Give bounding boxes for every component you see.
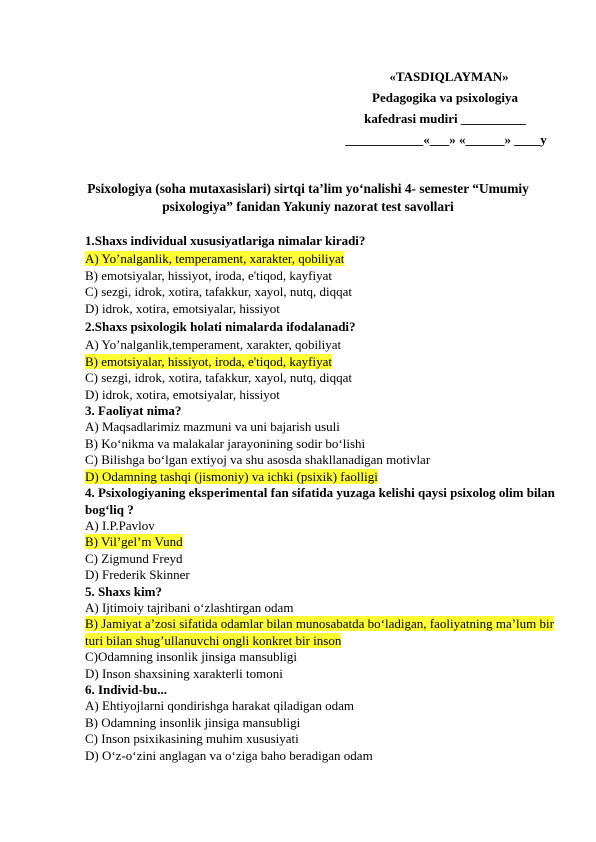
date-line: ____________«___» «______» ____y bbox=[345, 132, 547, 147]
q4-option-a: A) I.P.Pavlov bbox=[85, 517, 155, 533]
q5-option-b bbox=[85, 616, 555, 649]
department-line-2: kafedrasi mudiri __________ bbox=[364, 111, 526, 126]
q6-option-a: A) Ehtiyojlarni qondirishga harakat qiladigan odam bbox=[85, 698, 354, 714]
q6-option-b: B) Odamning insonlik jinsiga mansubligi bbox=[85, 714, 301, 730]
question-2: 2.Shaxs psixologik holati nimalarda ifodalanadi? bbox=[85, 319, 356, 335]
question-4: 4. Psixologiyaning eksperimental fan sifatida yuzaga kelishi qaysi psixolog olim bilan bog‘liq ? bbox=[85, 485, 555, 517]
q2-option-a: A) Yo’nalganlik,temperament, xarakter, qobiliyat bbox=[85, 337, 342, 353]
q5-option-a: A) Ijtimoiy tajribani o‘zlashtirgan odam bbox=[85, 599, 294, 615]
q5-option-d: D) Inson shaxsining xarakterli tomoni bbox=[85, 665, 283, 681]
q3-option-d bbox=[85, 469, 555, 485]
correct-answer-highlight: B) Vil’gel’m Vund bbox=[85, 534, 183, 550]
correct-answer-highlight: B) emotsiyalar, hissiyot, iroda, e'tiqod, kayfiyat bbox=[85, 353, 332, 369]
q2-option-d: D) idrok, xotira, emotsiyalar, hissiyot bbox=[85, 386, 280, 402]
q2-option-c: C) sezgi, idrok, xotira, tafakkur, xayol, nutq, diqqat bbox=[85, 370, 353, 386]
q6-option-c: C) Inson psixikasining muhim xususiyati bbox=[85, 731, 299, 747]
q1-option-a bbox=[85, 251, 555, 267]
question-3: 3. Faoliyat nima? bbox=[85, 403, 182, 419]
q4-option-d: D) Frederik Skinner bbox=[85, 567, 190, 583]
q3-option-b: B) Ko‘nikma va malakalar jarayonining sodir bo‘lishi bbox=[85, 435, 366, 451]
approval-heading: «TASDIQLAYMAN» bbox=[389, 69, 509, 84]
q5-option-c: C)Odamning insonlik jinsiga mansubligi bbox=[85, 649, 297, 665]
q1-option-c: C) sezgi, idrok, xotira, tafakkur, xayol, nutq, diqqat bbox=[85, 284, 353, 300]
correct-answer-highlight: A) Yo’nalganlik, temperament, xarakter, qobiliyat bbox=[85, 251, 345, 267]
q3-option-c: C) Bilishga bo‘lgan extiyoj va shu asosda shakllanadigan motivlar bbox=[85, 452, 431, 468]
q6-option-d: D) O‘z-o‘zini anglagan va o‘ziga baho beradigan odam bbox=[85, 747, 373, 763]
q4-option-b bbox=[85, 534, 555, 550]
question-list bbox=[85, 231, 555, 764]
q1-option-b: B) emotsiyalar, hissiyot, iroda, e'tiqod, kayfiyat bbox=[85, 267, 332, 283]
department-line-1: Pedagogika va psixologiya bbox=[372, 90, 518, 105]
q2-option-b bbox=[85, 354, 555, 370]
q4-option-c: C) Zigmund Freyd bbox=[85, 550, 183, 566]
correct-answer-highlight: D) Odamning tashqi (jismoniy) va ichki (psixik) faolligi bbox=[85, 468, 378, 484]
question-6: 6. Individ-bu... bbox=[85, 681, 168, 697]
q3-option-a: A) Maqsadlarimiz mazmuni va uni bajarish usuli bbox=[85, 419, 340, 435]
correct-answer-highlight: B) Jamiyat a’zosi sifatida odamlar bilan munosabatda bo‘ladigan, faoliyatning ma’lum bir turi bilan shug’ullanuvchi ongli konkret bir inson bbox=[85, 616, 554, 648]
question-1: 1.Shaxs individual xususiyatlariga nimalar kiradi? bbox=[85, 233, 366, 248]
q1-option-d: D) idrok, xotira, emotsiyalar, hissiyot bbox=[85, 300, 280, 316]
question-5: 5. Shaxs kim? bbox=[85, 583, 162, 599]
document-title: Psixologiya (soha mutaxasislari) sirtqi ta’lim yo‘nalishi 4- semester “Umumiy psixologiya” fanidan Yakuniy nazorat test savollari bbox=[87, 181, 529, 214]
approval-block bbox=[300, 66, 590, 150]
